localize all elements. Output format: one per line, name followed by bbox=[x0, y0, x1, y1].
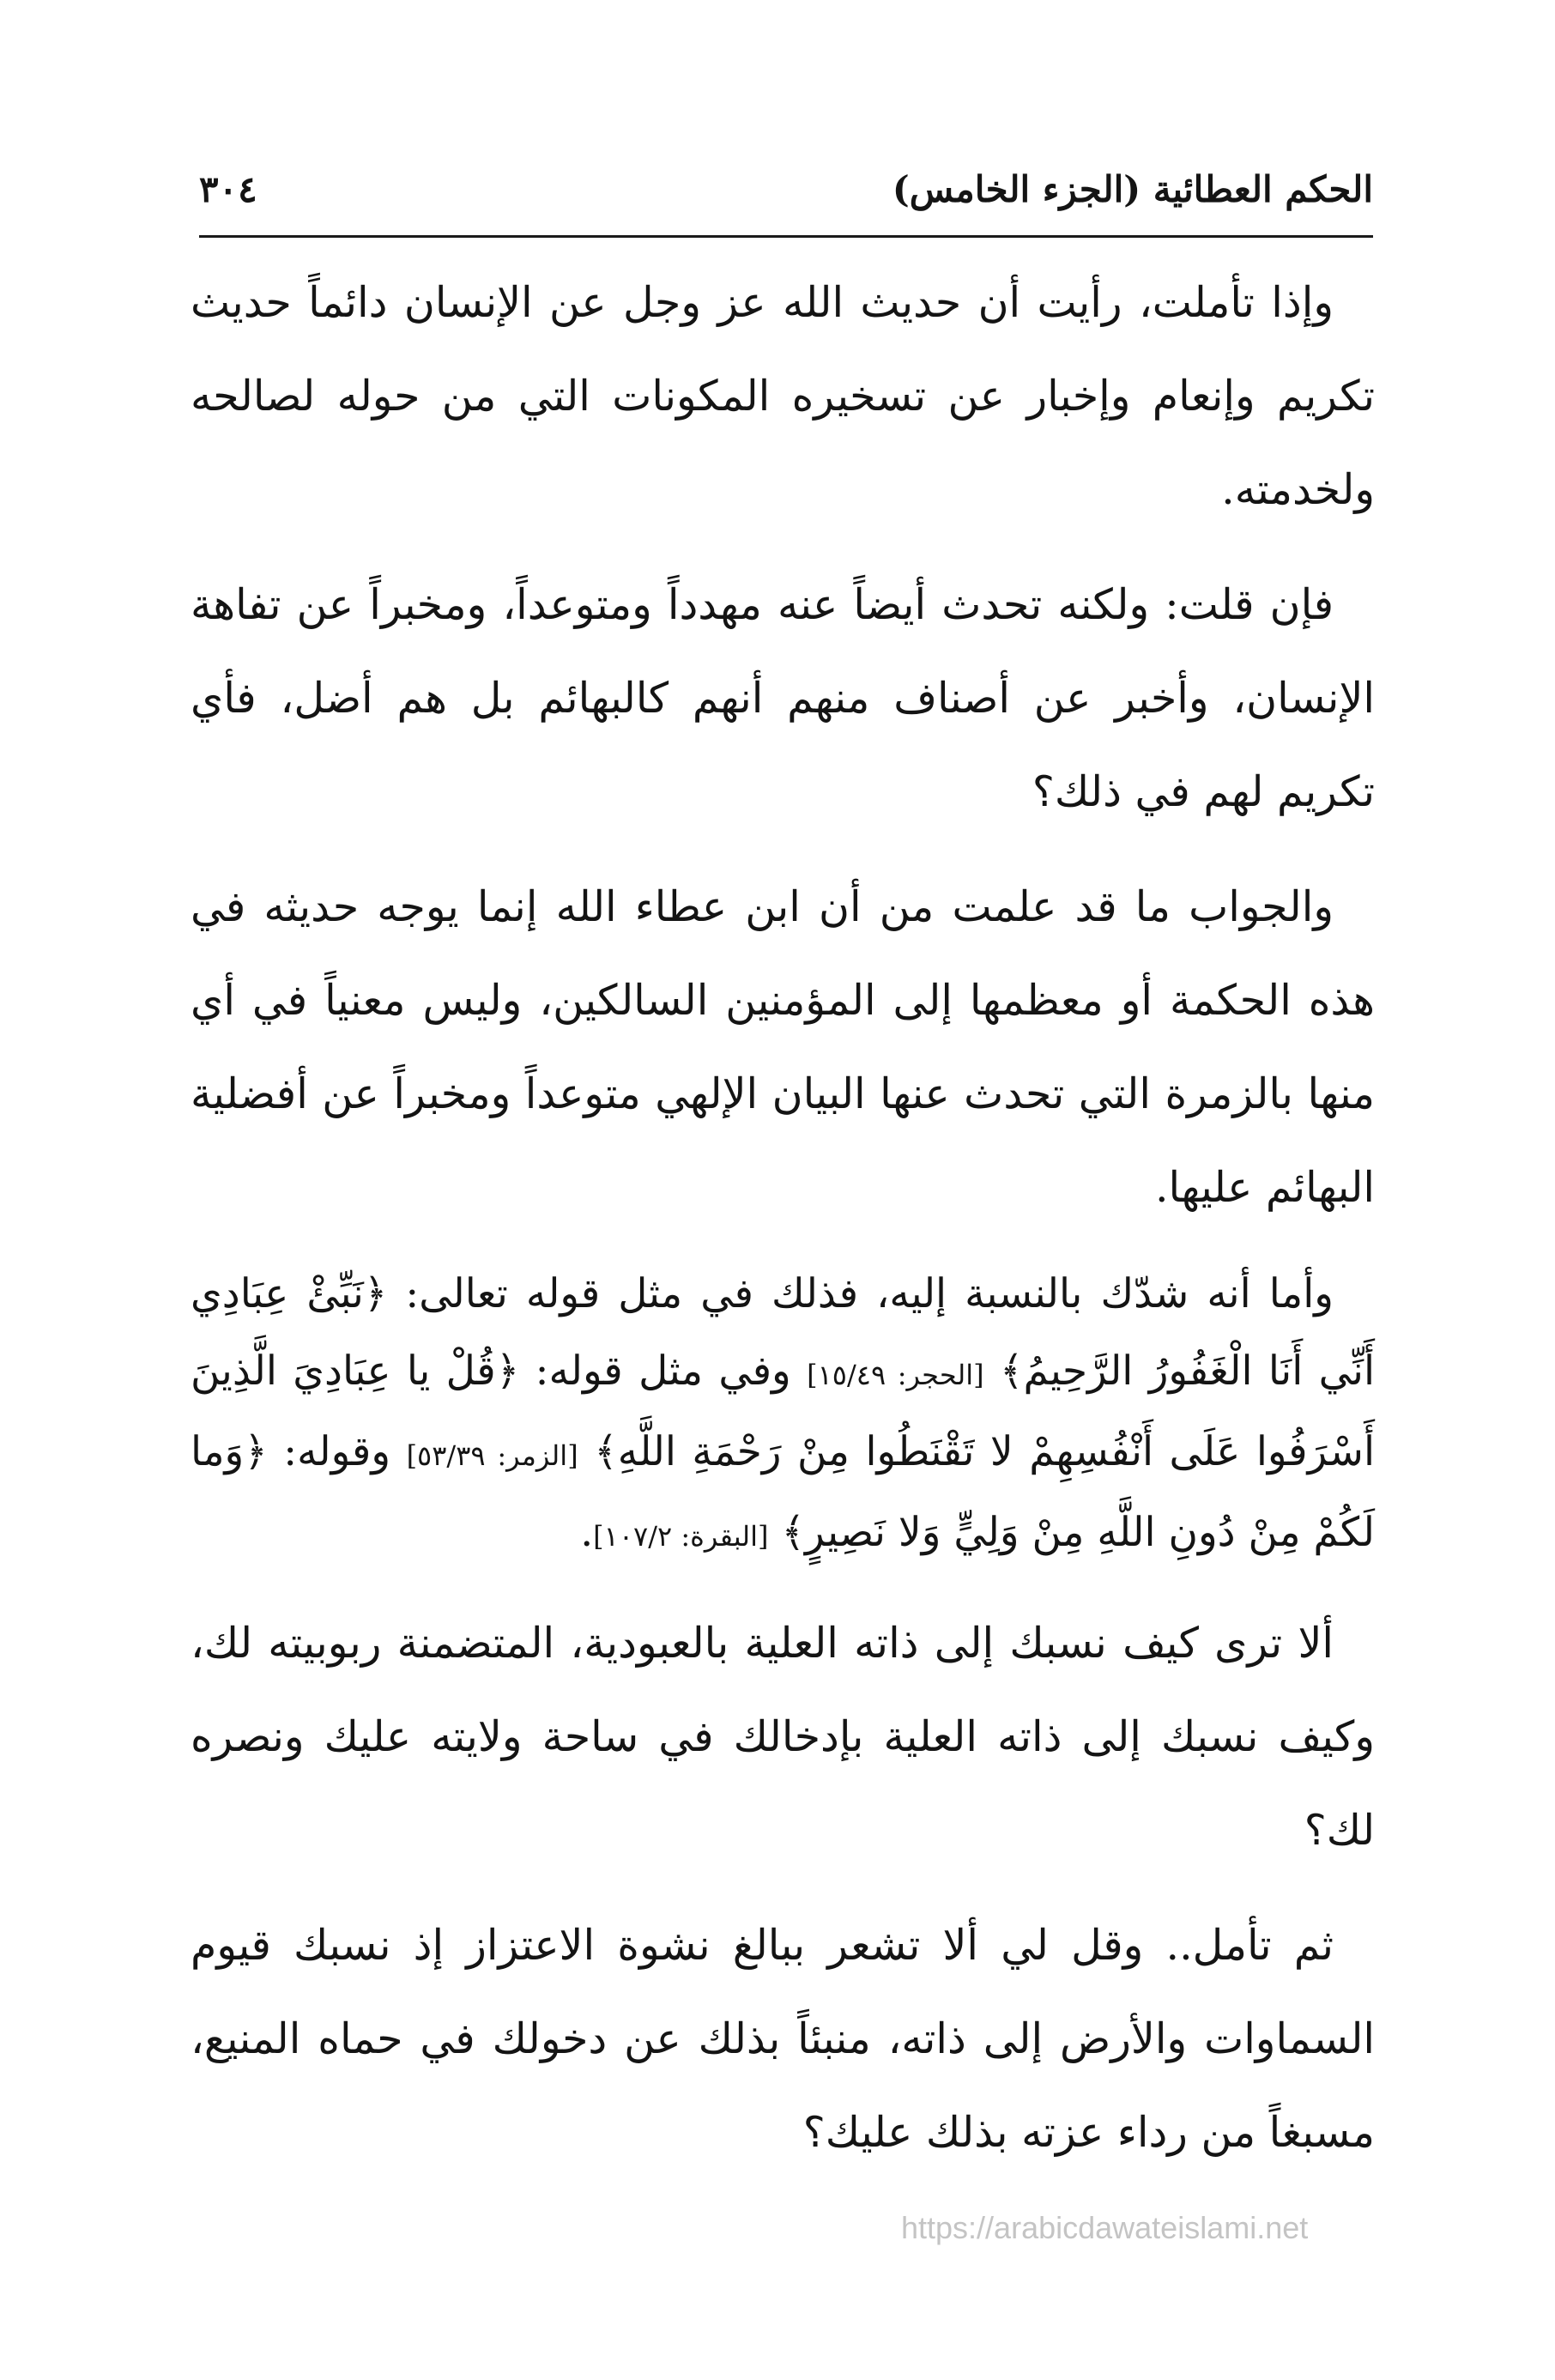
quran-paragraph bbox=[191, 1256, 1375, 1575]
quran-intro: وأما أنه شدّك بالنسبة إليه، فذلك في مثل قوله تعالى: bbox=[387, 1270, 1334, 1317]
quran-verse-1: ﴿نَبِّئْ عِبَادِي أَنِّي أَنَا الْغَفُورُ الرَّحِيمُ﴾ bbox=[191, 1270, 1375, 1395]
paragraph-3: والجواب ما قد علمت من أن ابن عطاء الله إنما يوجه حديثه في هذه الحكمة أو معظمها إلى المؤمنين السالكين، وليس معنياً في أي منها بالزمرة التي تحدث عنها البيان الإلهي متوعداً ومخبراً عن أفضلية البهائم عليها. bbox=[191, 882, 1375, 1212]
verse-reference-2: [الزمر: ٥٣/٣٩] bbox=[406, 1439, 578, 1472]
paragraph-1: وإذا تأملت، رأيت أن حديث الله عز وجل عن الإنسان دائماً حديث تكريم وإنعام وإخبار عن تسخيره المكونات التي من حوله لصالحه ولخدمته. bbox=[191, 278, 1375, 514]
verse-reference-1: [الحجر: ١٥/٤٩] bbox=[807, 1359, 984, 1391]
watermark-url: https://arabicdawateislami.net bbox=[901, 2210, 1309, 2245]
quran-verse-3: ﴿وَما لَكُمْ مِنْ دُونِ اللَّهِ مِنْ وَلِيٍّ وَلا نَصِيرٍ﴾ bbox=[191, 1428, 1375, 1556]
quran-connector-1: وفي مثل قوله: bbox=[519, 1347, 808, 1395]
running-header bbox=[199, 168, 1373, 237]
quran-verse-2: ﴿قُلْ يا عِبَادِيَ الَّذِينَ أَسْرَفُوا عَلَى أَنْفُسِهِمْ لا تَقْنَطُوا مِنْ رَحْمَةِ اللَّهِ﴾ bbox=[191, 1347, 1375, 1475]
paragraph-6: ثم تأمل.. وقل لي ألا تشعر ببالغ نشوة الاعتزاز إذ نسبك قيوم السماوات والأرض إلى ذاته، منبئاً بذلك عن دخولك في حماه المنيع، مسبغاً من رداء عزته بذلك عليك؟ bbox=[191, 1921, 1375, 2157]
quran-end: . bbox=[580, 1509, 594, 1556]
page-body bbox=[191, 256, 1375, 2179]
paragraph-2: فإن قلت: ولكنه تحدث أيضاً عنه مهدداً ومتوعداً، ومخبراً عن تفاهة الإنسان، وأخبر عن أصناف منهم أنهم كالبهائم بل هم أضل، فأي تكريم لهم في ذلك؟ bbox=[191, 580, 1375, 816]
header-title: الحكم العطائية (الجزء الخامس) bbox=[892, 168, 1373, 210]
verse-reference-3: [البقرة: ١٠٧/٢] bbox=[593, 1520, 769, 1553]
page-number: ٣٠٤ bbox=[199, 168, 257, 210]
header-rule bbox=[199, 235, 1373, 238]
quran-connector-2: وقوله: bbox=[267, 1428, 407, 1475]
paragraph-5: ألا ترى كيف نسبك إلى ذاته العلية بالعبودية، المتضمنة ربوبيته لك، وكيف نسبك إلى ذاته العلية بإدخالك في ساحة ولايته عليك ونصره لك؟ bbox=[191, 1619, 1375, 1855]
